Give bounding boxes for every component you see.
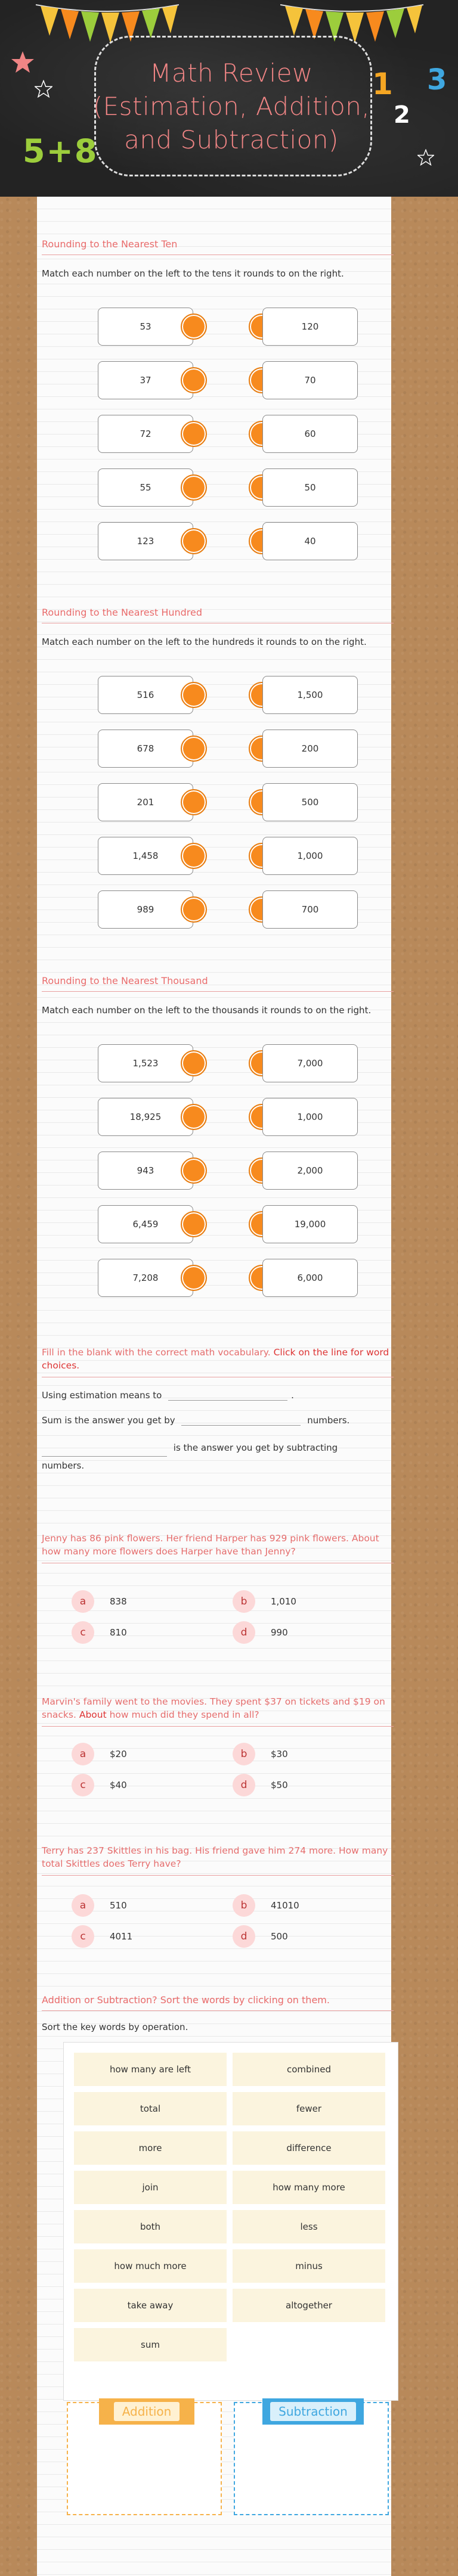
choice-letter: a [72,1743,94,1765]
match-left-box[interactable]: 7,208 [98,1259,193,1297]
match-left-box[interactable]: 989 [98,890,193,929]
section-sort [42,1994,394,2030]
match-left-connector[interactable] [181,896,207,923]
match-left-box[interactable]: 1,458 [98,837,193,875]
addition-label-text: Addition [114,2402,180,2421]
choice-letter: d [233,1925,255,1948]
choice-text: 500 [271,1931,288,1942]
answer-choice-c[interactable] [72,1621,127,1644]
fill-s3-text: is the answer you get by subtracting [173,1442,338,1453]
sort-word-chip[interactable]: how many more [233,2171,385,2204]
fill-sentence-2 [42,1415,349,1426]
answer-choice-b[interactable] [233,1743,288,1765]
match-right-box[interactable]: 500 [262,783,358,821]
section-instruction: Match each number on the left to the tens it rounds to on the right. [42,268,344,279]
match-right-box[interactable]: 7,000 [262,1044,358,1082]
section-title: Rounding to the Nearest Hundred [42,607,394,623]
match-right-box[interactable]: 6,000 [262,1259,358,1297]
match-left-box[interactable]: 678 [98,730,193,768]
fill-blank-2[interactable] [181,1416,301,1426]
sort-word-chip[interactable]: altogether [233,2289,385,2322]
match-left-connector[interactable] [181,528,207,554]
match-right-box[interactable]: 19,000 [262,1205,358,1243]
match-right-box[interactable]: 120 [262,308,358,346]
fill-s3-end: numbers. [42,1460,85,1471]
choice-letter: b [233,1894,255,1917]
match-left-connector[interactable] [181,1104,207,1130]
match-left-connector[interactable] [181,843,207,869]
match-right-box[interactable]: 1,500 [262,676,358,714]
choice-letter: c [72,1621,94,1644]
title-line-2: (Estimation, Addition, [92,92,370,121]
question-text-b: About [79,1709,107,1720]
sort-word-chip[interactable]: difference [233,2131,385,2165]
answer-choice-d[interactable] [233,1774,288,1796]
choice-text: 990 [271,1627,288,1638]
match-right-box[interactable]: 2,000 [262,1152,358,1190]
match-right-box[interactable]: 1,000 [262,837,358,875]
star-outline-icon [417,149,434,166]
fill-title-a: Fill in the blank with the correct math vocabulary. [42,1347,271,1358]
choice-letter: b [233,1743,255,1765]
match-left-box[interactable]: 516 [98,676,193,714]
match-left-box[interactable]: 201 [98,783,193,821]
section-title: Rounding to the Nearest Thousand [42,975,394,992]
match-left-box[interactable]: 943 [98,1152,193,1190]
choice-text: 838 [110,1596,127,1607]
question-text-c: how much did they spend in all? [109,1709,259,1720]
section-instruction: Sort the key words by operation. [42,2022,188,2032]
question-text [42,1695,394,1727]
choice-letter: a [72,1894,94,1917]
choice-letter: a [72,1590,94,1613]
match-left-connector[interactable] [181,789,207,815]
answer-choice-a[interactable] [72,1894,127,1917]
match-left-connector[interactable] [181,367,207,393]
choice-text: $30 [271,1749,288,1759]
match-left-box[interactable]: 6,459 [98,1205,193,1243]
section-title: Addition or Subtraction? Sort the words by clicking on them. [42,1994,394,2011]
choice-text: 4011 [110,1931,133,1942]
match-left-connector[interactable] [181,735,207,762]
match-left-connector[interactable] [181,474,207,501]
question-text: Terry has 237 Skittles in his bag. His friend gave him 274 more. How many total Skittles does Terry have? [42,1844,394,1876]
match-right-box[interactable]: 700 [262,890,358,929]
section-title: Rounding to the Nearest Ten [42,238,394,255]
sort-word-chip[interactable]: how many are left [74,2053,227,2086]
deco-number-1: 1 [372,67,393,101]
answer-choice-d[interactable] [233,1621,288,1644]
choice-letter: c [72,1774,94,1796]
choice-text: $50 [271,1780,288,1790]
match-left-box[interactable]: 123 [98,522,193,560]
match-right-box[interactable]: 70 [262,361,358,399]
match-right-box[interactable]: 60 [262,415,358,453]
match-left-connector[interactable] [181,1050,207,1076]
fill-title [42,1346,394,1377]
sort-word-chip[interactable]: minus [233,2249,385,2283]
sort-word-chip[interactable]: join [74,2171,227,2204]
match-left-connector[interactable] [181,1211,207,1237]
subtraction-label [262,2398,364,2425]
match-left-box[interactable]: 18,925 [98,1098,193,1136]
fill-s2-text: Sum is the answer you get by [42,1415,175,1426]
deco-number-3: 3 [427,63,447,97]
sort-word-chip[interactable]: how much more [74,2249,227,2283]
match-left-box[interactable]: 1,523 [98,1044,193,1082]
choice-letter: d [233,1621,255,1644]
fill-blank-3[interactable] [42,1447,167,1457]
answer-choice-a[interactable] [72,1743,127,1765]
section-fill-blank [42,1346,394,1477]
section-instruction: Match each number on the left to the hundreds it rounds to on the right. [42,637,367,647]
sort-word-chip[interactable]: fewer [233,2092,385,2125]
header-chalkboard [0,0,458,197]
sort-word-chip[interactable]: both [74,2210,227,2243]
match-right-box[interactable]: 1,000 [262,1098,358,1136]
match-left-box[interactable]: 37 [98,361,193,399]
match-left-box[interactable]: 72 [98,415,193,453]
choice-text: 1,010 [271,1596,296,1607]
sort-word-chip[interactable]: combined [233,2053,385,2086]
match-left-connector[interactable] [181,1265,207,1291]
answer-choice-b[interactable] [233,1590,296,1613]
subtraction-label-text: Subtraction [270,2402,356,2421]
sort-word-chip[interactable]: take away [74,2289,227,2322]
match-right-box[interactable]: 200 [262,730,358,768]
sort-word-chip[interactable]: less [233,2210,385,2243]
star-icon [11,50,35,74]
choice-letter: c [72,1925,94,1948]
question-text: Jenny has 86 pink flowers. Her friend Harper has 929 pink flowers. About how many more flowers does Harper have than Jenny? [42,1532,394,1563]
fill-sentence-1 [42,1390,294,1401]
answer-choice-c[interactable] [72,1925,132,1948]
addition-label [99,2398,194,2425]
fill-s1-end: . [291,1390,294,1401]
choice-text: 510 [110,1900,127,1911]
section-instruction: Match each number on the left to the thousands it rounds to on the right. [42,1005,372,1016]
match-left-box[interactable]: 55 [98,468,193,507]
fill-title-b: Click on the line for word choices. [42,1347,389,1371]
choice-text: 810 [110,1627,127,1638]
match-right-box[interactable]: 50 [262,468,358,507]
match-left-connector[interactable] [181,682,207,708]
choice-text: $40 [110,1780,127,1790]
sort-word-chip[interactable]: total [74,2092,227,2125]
deco-number-2: 2 [394,101,410,129]
sort-word-chip[interactable]: more [74,2131,227,2165]
choice-text: $20 [110,1749,127,1759]
star-outline-icon [35,80,52,98]
answer-choice-d[interactable] [233,1925,288,1948]
fill-s2-end: numbers. [307,1415,350,1426]
match-left-connector[interactable] [181,1157,207,1184]
choice-letter: d [233,1774,255,1796]
fill-blank-1[interactable] [168,1391,287,1401]
fill-s1-text: Using estimation means to [42,1390,162,1401]
title-line-1: Math Review [150,58,313,88]
answer-choice-c[interactable] [72,1774,127,1796]
answer-choice-b[interactable] [233,1894,299,1917]
question-text-a: Marvin's family went to the movies. They spent $37 on tickets and $19 on snacks. [42,1696,385,1720]
deco-equation: 5+8 [23,132,98,170]
sort-word-chip[interactable]: sum [74,2328,227,2361]
page-title [89,57,373,157]
match-left-connector[interactable] [181,421,207,447]
match-left-box[interactable]: 53 [98,308,193,346]
choice-letter: b [233,1590,255,1613]
fill-sentence-3 [42,1439,376,1475]
answer-choice-a[interactable] [72,1590,127,1613]
choice-text: 41010 [271,1900,299,1911]
match-right-box[interactable]: 40 [262,522,358,560]
match-left-connector[interactable] [181,314,207,340]
title-line-3: and Subtraction) [124,125,339,154]
